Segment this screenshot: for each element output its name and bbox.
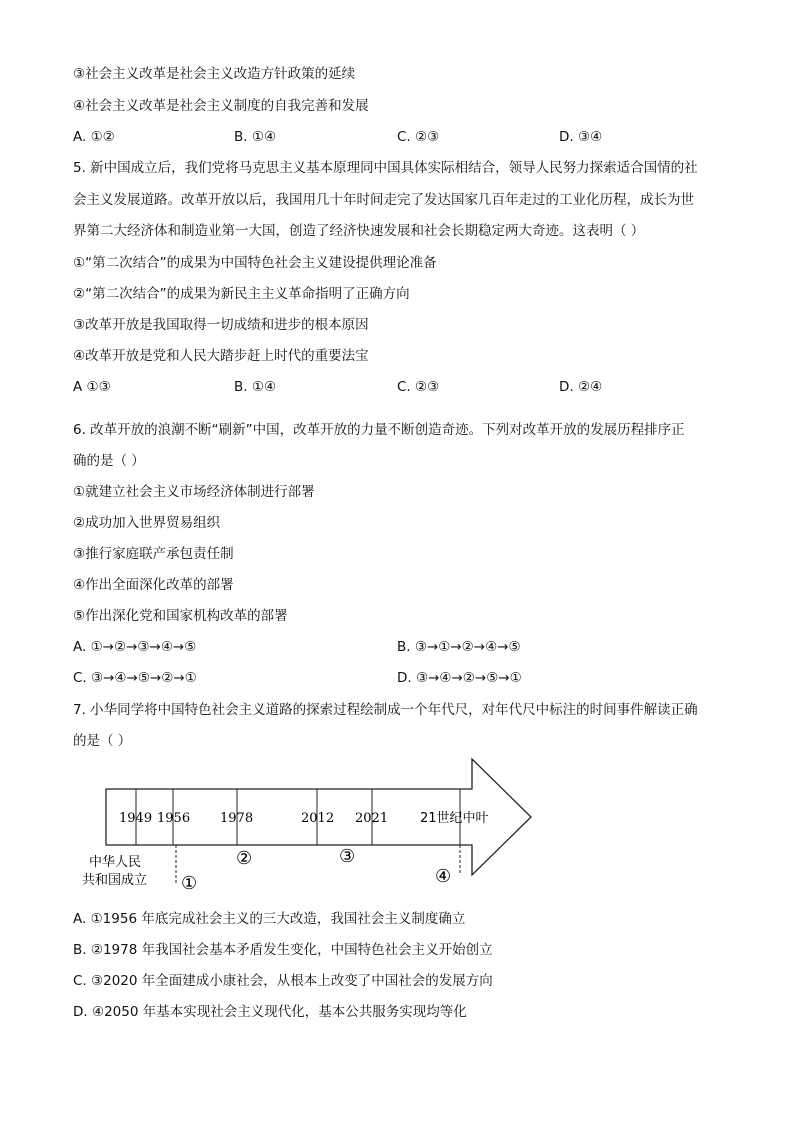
year-mid-century: 21世纪中叶 [420, 811, 489, 826]
marker-1: ① [181, 873, 198, 894]
q6-option-c[interactable]: C. ③→④→⑤→②→① [73, 670, 197, 686]
top-option-b[interactable]: B. ①④ [234, 129, 277, 145]
q6-item-4: ④作出全面深化改革的部署 [73, 577, 234, 593]
marker-4: ④ [435, 866, 452, 887]
top-option-d[interactable]: D. ③④ [559, 129, 603, 145]
founding-label-line2: 共和国成立 [82, 873, 148, 888]
q6-option-d[interactable]: D. ③→④→②→⑤→① [397, 670, 522, 686]
q6-option-b[interactable]: B. ③→①→②→④→⑤ [397, 639, 521, 655]
q5-option-b[interactable]: B. ①④ [234, 379, 277, 395]
q5-option-d[interactable]: D. ②④ [559, 379, 603, 395]
q6-option-a[interactable]: A. ①→②→③→④→⑤ [73, 639, 197, 655]
top-option-c[interactable]: C. ②③ [397, 129, 440, 145]
q6-item-5: ⑤作出深化党和国家机构改革的部署 [73, 608, 288, 624]
marker-2: ② [236, 848, 253, 869]
q6-stem-line-2: 确的是（ ） [73, 453, 145, 469]
q7-option-b[interactable]: B. ②1978 年我国社会基本矛盾发生变化，中国特色社会主义开始创立 [73, 942, 493, 958]
q7-option-a[interactable]: A. ①1956 年底完成社会主义的三大改造，我国社会主义制度确立 [73, 911, 466, 927]
year-2021: 2021 [355, 811, 389, 826]
q6-item-1: ①就建立社会主义市场经济体制进行部署 [73, 484, 315, 500]
year-1978: 1978 [220, 811, 254, 826]
top-item-3: ③社会主义改革是社会主义改造方针政策的延续 [73, 66, 356, 82]
founding-label-line1: 中华人民 [89, 855, 142, 870]
q5-item-3: ③改革开放是我国取得一切成绩和进步的根本原因 [73, 317, 369, 333]
q5-option-a[interactable]: A ①③ [73, 379, 111, 395]
q6-item-3: ③推行家庭联产承包责任制 [73, 546, 234, 562]
top-option-a[interactable]: A. ①② [73, 129, 115, 145]
q5-stem-line-3: 界第二大经济体和制造业第一大国，创造了经济快速发展和社会长期稳定两大奇迹。这表明（ ） [73, 223, 645, 239]
q5-item-1: ①“第二次结合”的成果为中国特色社会主义建设提供理论准备 [73, 255, 437, 271]
q6-item-2: ②成功加入世界贸易组织 [73, 515, 221, 531]
q5-stem-line-2: 会主义发展道路。改革开放以后，我国用几十年时间走完了发达国家几百年走过的工业化历程，成长为世 [73, 192, 694, 208]
q7-stem-line-2: 的是（ ） [73, 733, 132, 749]
q5-item-2: ②“第二次结合”的成果为新民主主义革命指明了正确方向 [73, 286, 410, 302]
q5-stem-line-1: 5. 新中国成立后，我们党将马克思主义基本原理同中国具体实际相结合，领导人民努力探索适合国情的社 [73, 160, 698, 176]
q7-option-d[interactable]: D. ④2050 年基本实现社会主义现代化，基本公共服务实现均等化 [73, 1004, 467, 1020]
q5-option-c[interactable]: C. ②③ [397, 379, 440, 395]
year-1949: 1949 [119, 811, 153, 826]
marker-3: ③ [339, 846, 356, 867]
top-item-4: ④社会主义改革是社会主义制度的自我完善和发展 [73, 98, 369, 114]
year-2012: 2012 [301, 811, 335, 826]
q6-stem-line-1: 6. 改革开放的浪潮不断“刷新”中国，改革开放的力量不断创造奇迹。下列对改革开放的发展历程排序正 [73, 422, 685, 438]
q7-stem-line-1: 7. 小华同学将中国特色社会主义道路的探索过程绘制成一个年代尺，对年代尺中标注的时间事件解读正确 [73, 702, 698, 718]
q7-option-c[interactable]: C. ③2020 年全面建成小康社会，从根本上改变了中国社会的发展方向 [73, 973, 493, 989]
q5-item-4: ④改革开放是党和人民大踏步赶上时代的重要法宝 [73, 348, 369, 364]
year-1956: 1956 [157, 811, 191, 826]
